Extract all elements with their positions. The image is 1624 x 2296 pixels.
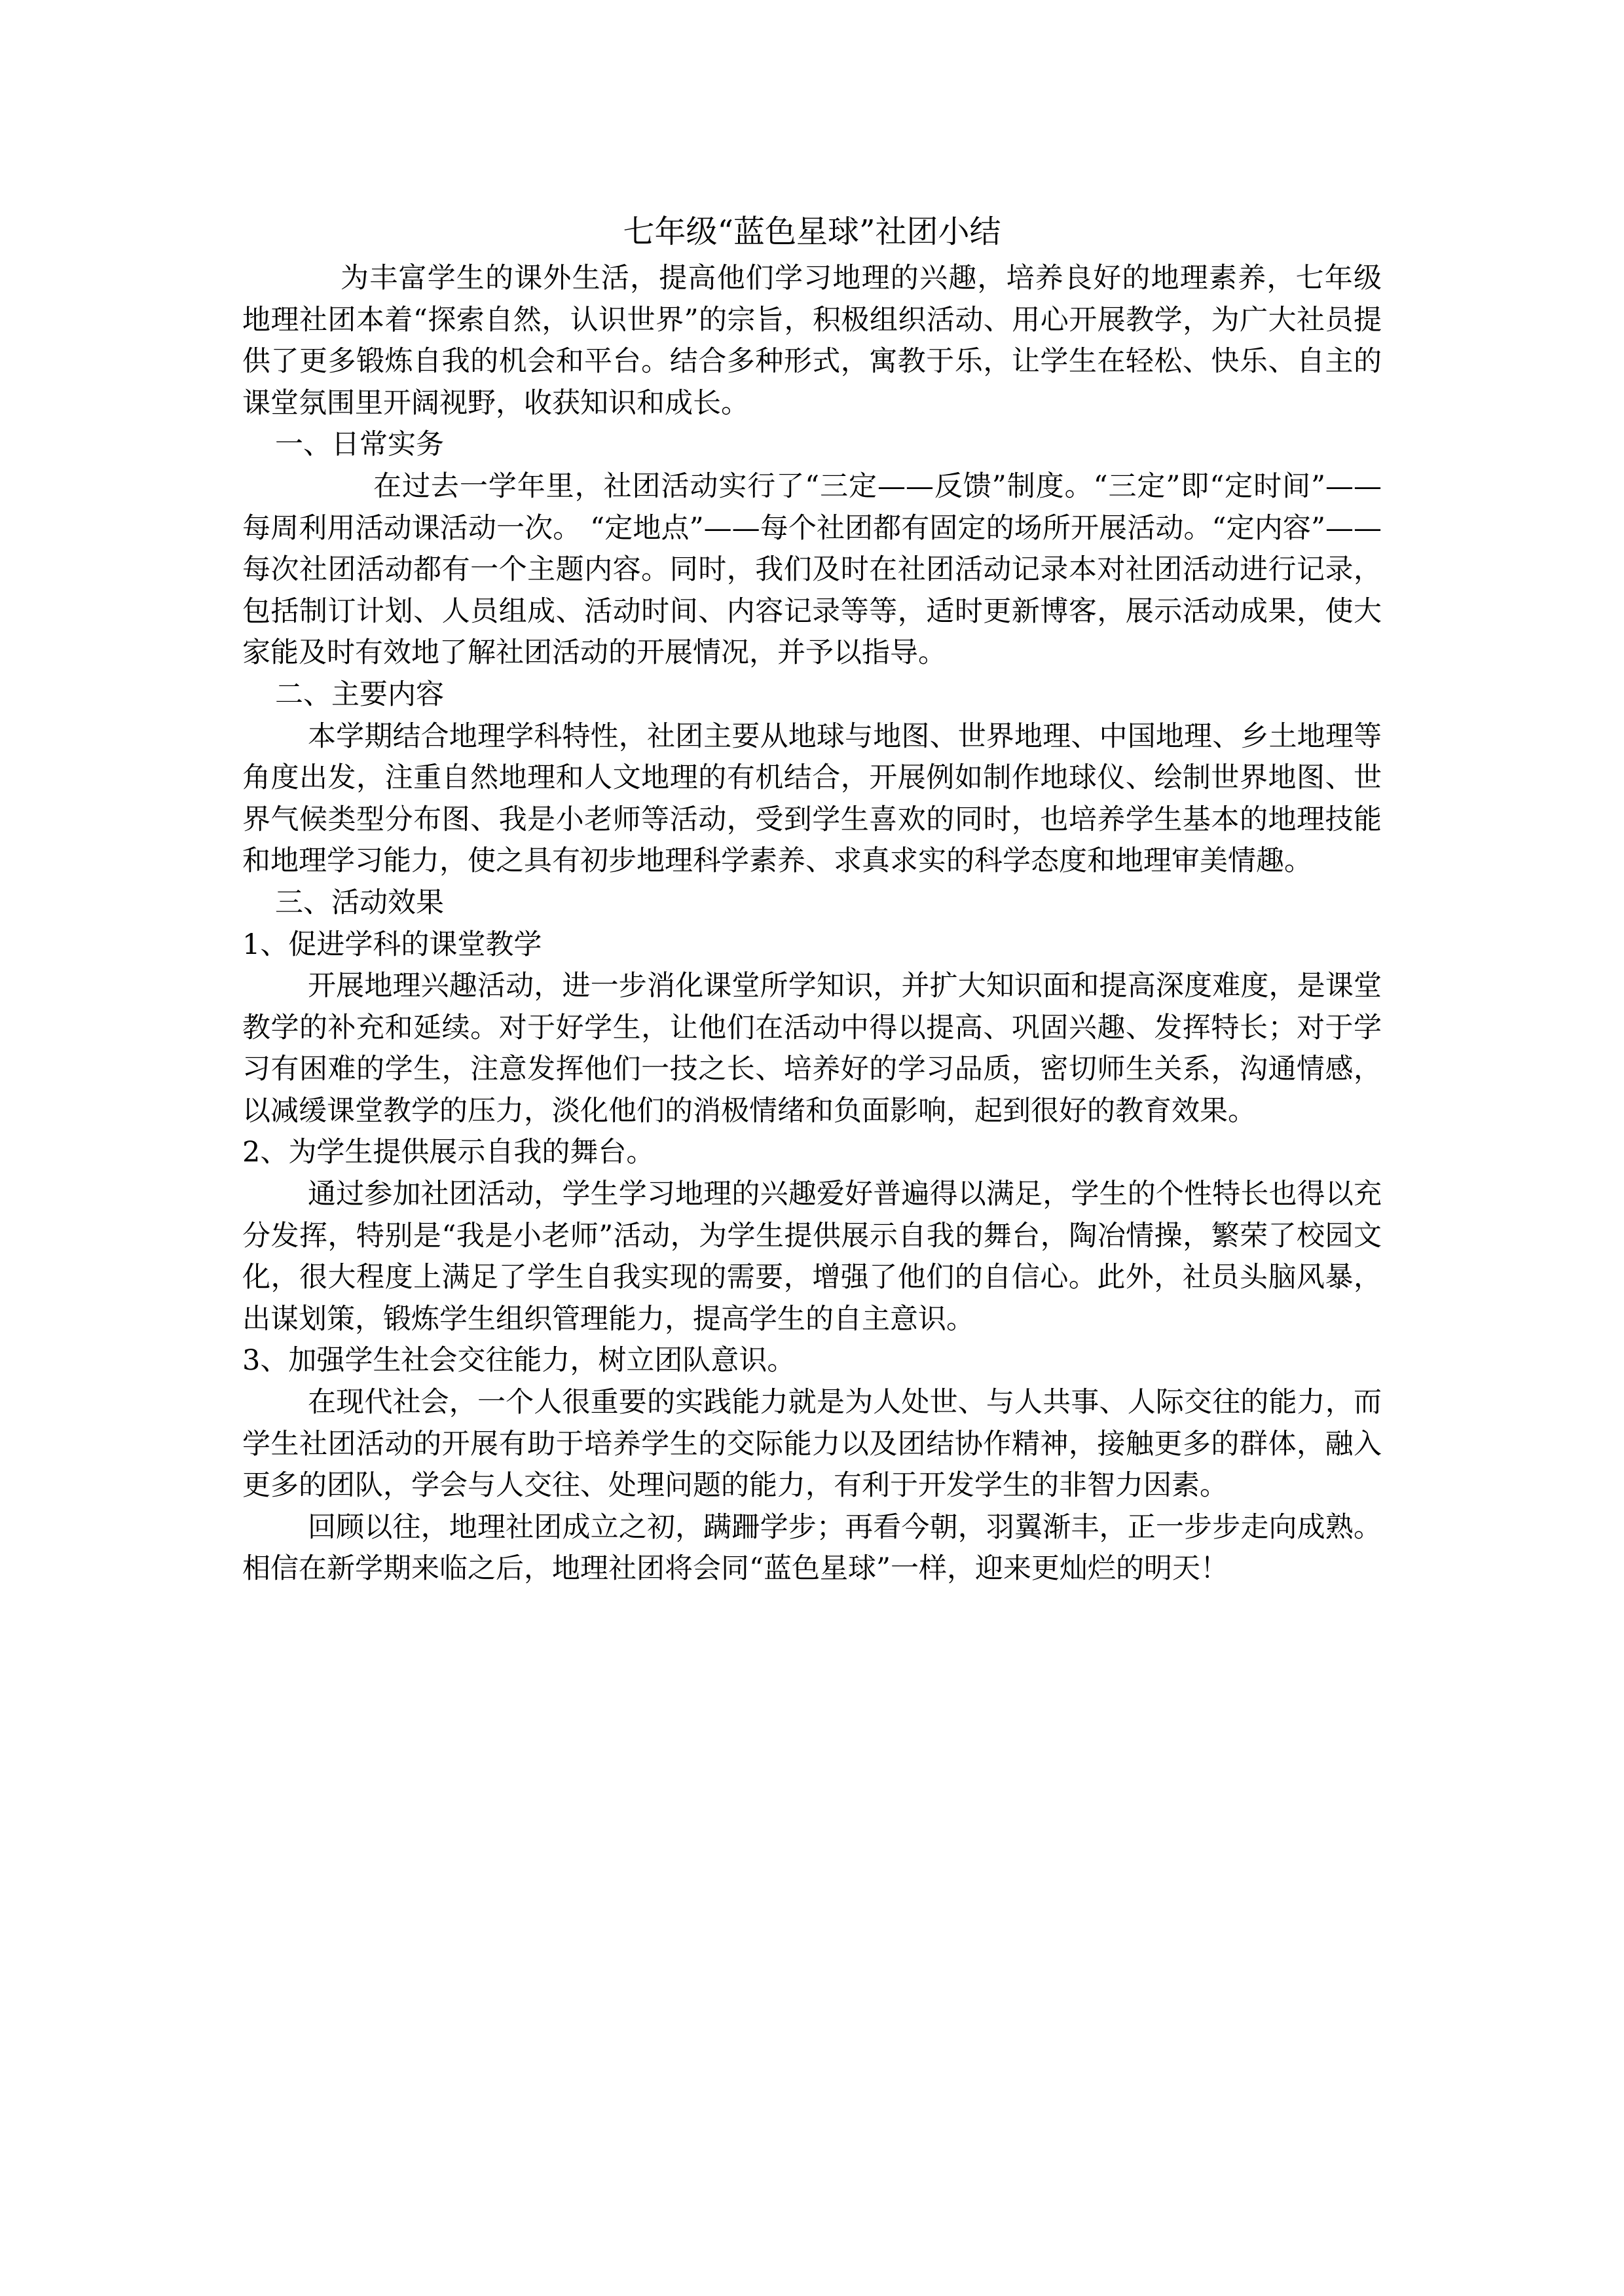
section-heading-main-content: 二、主要内容 — [275, 678, 444, 711]
intro-paragraph: 为丰富学生的课外生活，提高他们学习地理的兴趣，培养良好的地理素养，七年级地理社团本着“探索自然，认识世界”的宗旨，积极组织活动、用心开展教学，为广大社员提供了更多锻炼自我的机会和平台。结合多种形式，寓教于乐，让学生在轻松、快乐、自主的课堂氛围里开阔视野，收获知识和成长。 — [242, 262, 1382, 420]
document-title: 七年级“蓝色星球”社团小结 — [623, 213, 1001, 250]
document-body — [242, 208, 1382, 1590]
subsection-heading-social-skills: 3、加强学生社会交往能力，树立团队意识。 — [242, 1344, 796, 1377]
closing-paragraph: 回顾以往，地理社团成立之初，蹒跚学步；再看今朝，羽翼渐丰，正一步步走向成熟。相信在新学期来临之后，地理社团将会同“蓝色星球”一样，迎来更灿烂的明天！ — [242, 1510, 1382, 1586]
section-heading-daily-affairs: 一、日常实务 — [275, 428, 444, 462]
subsection-heading-classroom-teaching: 1、促进学科的课堂教学 — [242, 928, 542, 961]
section-body-daily-affairs: 在过去一学年里，社团活动实行了“三定——反馈”制度。“三定”即“定时间”——每周利用活动课活动一次。 “定地点”——每个社团都有固定的场所开展活动。“定内容”——每次社团活动都有一个主题内容。同时，我们及时在社团活动记录本对社团活动进行记录，包括制订计划、人员组成、活动时间、内容记录等等，适时更新博客，展示活动成果，使大家能及时有效地了解社团活动的开展情况，并予以指导。 — [242, 469, 1382, 670]
section-body-main-content: 本学期结合地理学科特性，社团主要从地球与地图、世界地理、中国地理、乡土地理等角度出发，注重自然地理和人文地理的有机结合，开展例如制作地球仪、绘制世界地图、世界气候类型分布图、我是小老师等活动，受到学生喜欢的同时，也培养学生基本的地理技能和地理学习能力，使之具有初步地理科学素养、求真求实的科学态度和地理审美情趣。 — [242, 720, 1382, 878]
subsection-body-classroom-teaching: 开展地理兴趣活动，进一步消化课堂所学知识，并扩大知识面和提高深度难度，是课堂教学的补充和延续。对于好学生，让他们在活动中得以提高、巩固兴趣、发挥特长；对于学习有困难的学生，注意发挥他们一技之长、培养好的学习品质，密切师生关系，沟通情感，以减缓课堂教学的压力，淡化他们的消极情绪和负面影响，起到很好的教育效果。 — [242, 970, 1382, 1127]
subsection-body-social-skills: 在现代社会，一个人很重要的实践能力就是为人处世、与人共事、人际交往的能力，而学生社团活动的开展有助于培养学生的交际能力以及团结协作精神，接触更多的群体，融入更多的团队，学会与人交往、处理问题的能力，有利于开发学生的非智力因素。 — [242, 1386, 1382, 1503]
subsection-body-showcase-stage: 通过参加社团活动，学生学习地理的兴趣爱好普遍得以满足，学生的个性特长也得以充分发挥，特别是“我是小老师”活动，为学生提供展示自我的舞台，陶冶情操，繁荣了校园文化，很大程度上满足了学生自我实现的需要，增强了他们的自信心。此外，社员头脑风暴，出谋划策，锻炼学生组织管理能力，提高学生的自主意识。 — [242, 1178, 1382, 1336]
subsection-heading-showcase-stage: 2、为学生提供展示自我的舞台。 — [242, 1136, 655, 1169]
section-heading-activity-effects: 三、活动效果 — [275, 886, 444, 919]
